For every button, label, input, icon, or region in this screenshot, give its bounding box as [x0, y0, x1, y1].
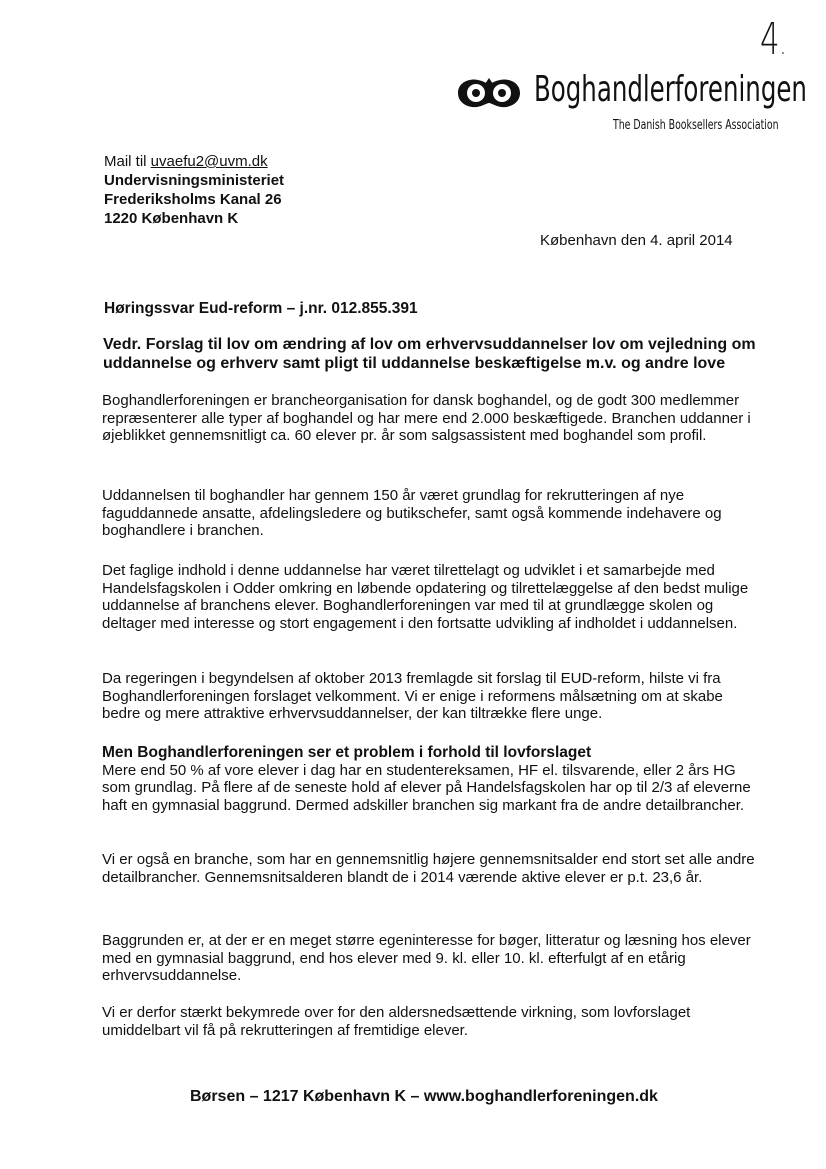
logo-name: Boghandlerforeningen	[534, 69, 807, 110]
paragraph-text: Boghandlerforeningen er brancheorganisation for dansk boghandel, og de godt 300 medlemmer repræsenterer alle typer af boghandel og har mere end 2.000 beskæftigede. Branchen uddanner i øjeblikket gennemsnitligt ca. 60 elever pr. år som salgsassistent med boghandel som profil.	[102, 392, 751, 444]
owl-eyes-icon	[456, 76, 522, 110]
mail-prefix: Mail til	[104, 153, 151, 170]
body-paragraph-4	[102, 670, 762, 723]
subject-line: Høringssvar Eud-reform – j.nr. 012.855.391	[104, 300, 418, 317]
problem-paragraph-4: Vi er derfor stærkt bekymrede over for den aldersnedsættende virkning, som lovforslaget umiddelbart vil få på rekrutteringen af fremtidige elever.	[102, 1004, 691, 1039]
recipient-city: 1220 København K	[104, 210, 239, 227]
footer-address: Børsen – 1217 København K – www.boghandlerforeningen.dk	[190, 1088, 658, 1105]
recipient-street: Frederiksholms Kanal 26	[104, 191, 282, 208]
logo-tagline: The Danish Booksellers Association	[613, 118, 779, 133]
problem-paragraph-3: Baggrunden er, at der er en meget større egeninteresse for bøger, litteratur og læsning hos elever med en gymnasial baggrund, end hos elever med 9. kl. eller 10. kl. efterfulgt af en etårig erhvervsuddannelse.	[102, 932, 751, 984]
body-paragraph-2	[102, 487, 762, 540]
page-number-dot: .	[779, 27, 787, 62]
problem-paragraph-2-block	[102, 851, 762, 886]
problem-paragraph-1: Mere end 50 % af vore elever i dag har en studentereksamen, HF el. tilsvarende, eller 2 års HG som grundlag. På flere af de seneste hold af elever på Handelsfagskolen har op til 2/3 af eleverne haft en gymnasial baggrund. Dermed adskiller branchen sig markant fra de andre detailbrancher.	[102, 761, 751, 814]
mail-address-link[interactable]: uvaefu2@uvm.dk	[150, 153, 268, 170]
page-number	[760, 14, 787, 65]
recipient-address	[104, 152, 284, 228]
problem-paragraph-3-block	[102, 932, 762, 985]
paragraph-text: Uddannelsen til boghandler har gennem 150 år været grundlag for rekrutteringen af nye faguddannede ansatte, afdelingsledere og butikschefer, samt også kommende indehavere og boghandlere i branchen.	[102, 487, 722, 539]
mail-line	[104, 152, 284, 171]
paragraph-text: Det faglige indhold i denne uddannelse har været tilrettelagt og udviklet i et samarbejde med Handelsfagskolen i Odder omkring en løbende opdatering og tilrettelæggelse af den bedst mulige uddannelse af branchens elever. Boghandlerforeningen var med til at grundlægge skolen og deltager med interesse og stort engagement i den fortsatte udvikling af indholdet i uddannelsen.	[102, 562, 749, 632]
logo	[456, 68, 807, 148]
regarding-heading: Vedr. Forslag til lov om ændring af lov om erhvervsuddannelser lov om vejledning om uddannelse og erhverv samt pligt til uddannelse beskæftigelse m.v. og andre love	[103, 336, 756, 372]
problem-paragraph-4-block	[102, 1004, 762, 1039]
letter-date: København den 4. april 2014	[540, 232, 733, 249]
paragraph-text: Da regeringen i begyndelsen af oktober 2013 fremlagde sit forslag til EUD-reform, hilste vi fra Boghandlerforeningen forslaget velkomment. Vi er enige i reformens målsætning om at skabe bedre og mere attraktive erhvervsuddannelser, der kan tiltrække flere unge.	[102, 670, 723, 722]
page-number-digit: 4	[760, 14, 780, 65]
problem-heading: Men Boghandlerforeningen ser et problem i forhold til lovforslaget	[102, 744, 592, 761]
problem-section	[102, 744, 762, 814]
body-paragraph-3	[102, 562, 762, 632]
problem-paragraph-2: Vi er også en branche, som har en gennemsnitlig højere gennemsnitsalder end stort set alle andre detailbrancher. Gennemsnitsalderen blandt de i 2014 værende aktive elever er p.t. 23,6 år.	[102, 851, 755, 886]
body-paragraph-1	[102, 392, 762, 445]
recipient-ministry: Undervisningsministeriet	[104, 172, 285, 189]
